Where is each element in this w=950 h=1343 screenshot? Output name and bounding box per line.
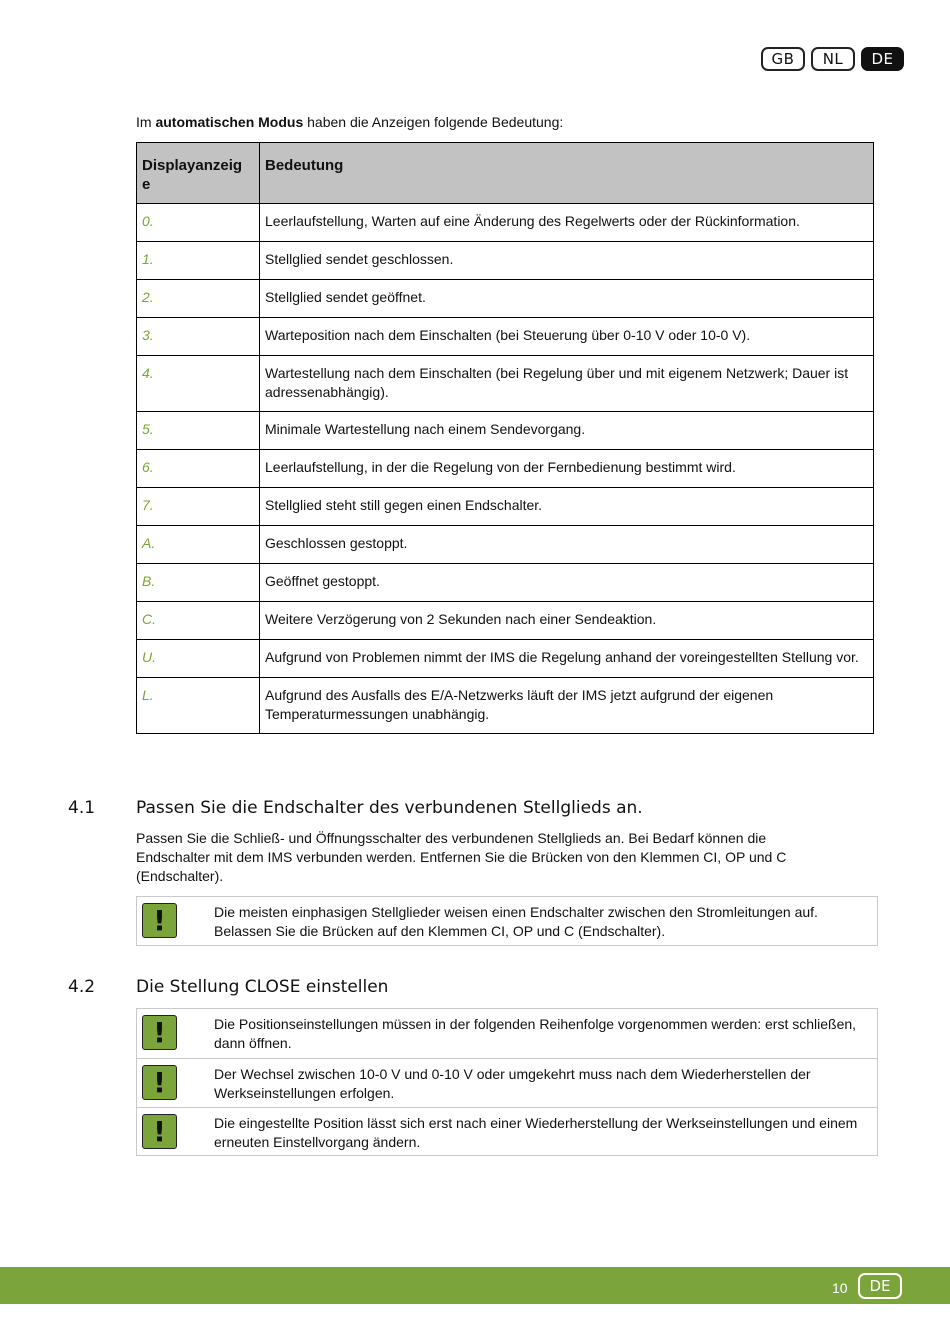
column-header-display: Displayanzeig e (137, 143, 260, 204)
display-meaning: Leerlaufstellung, Warten auf eine Änderung des Regelwerts oder der Rückinformation. (260, 204, 874, 242)
table-row (137, 356, 874, 412)
intro-text: Im automatischen Modus haben die Anzeigen folgende Bedeutung: (136, 114, 564, 130)
table-row (137, 280, 874, 318)
lang-gb-button[interactable]: GB (761, 47, 805, 71)
table-row (137, 242, 874, 280)
display-meaning: Warteposition nach dem Einschalten (bei Steuerung über 0-10 V oder 10-0 V). (260, 318, 874, 356)
display-code: B. (137, 564, 260, 602)
display-meaning: Minimale Wartestellung nach einem Sendevorgang. (260, 412, 874, 450)
section-title: Die Stellung CLOSE einstellen (136, 977, 389, 997)
display-meaning: Stellglied steht still gegen einen Endschalter. (260, 488, 874, 526)
exclamation-icon: ! (142, 1114, 177, 1149)
display-meaning: Leerlaufstellung, in der die Regelung von der Fernbedienung bestimmt wird. (260, 450, 874, 488)
display-meaning: Geschlossen gestoppt. (260, 526, 874, 564)
display-meaning: Geöffnet gestoppt. (260, 564, 874, 602)
table-row (137, 678, 874, 734)
display-code: A. (137, 526, 260, 564)
section-paragraph: Passen Sie die Schließ- und Öffnungsschalter des verbundenen Stellglieds an. Bei Bedarf können die Endschalter mit dem IMS verbunden werden. Entfernen Sie die Brücken von den Klemmen CI, OP und C (Endschalter). (136, 830, 787, 884)
exclamation-icon: ! (142, 903, 177, 938)
table-row (137, 564, 874, 602)
display-code: C. (137, 602, 260, 640)
display-meaning: Stellglied sendet geschlossen. (260, 242, 874, 280)
warning-text: Der Wechsel zwischen 10-0 V und 0-10 V oder umgekehrt muss nach dem Wiederherstellen der Werkseinstellungen erfolgen. (214, 1066, 811, 1101)
table-row (137, 450, 874, 488)
display-code: 1. (137, 242, 260, 280)
table-row (137, 318, 874, 356)
display-code: 2. (137, 280, 260, 318)
display-code: 6. (137, 450, 260, 488)
display-table (136, 142, 874, 734)
lang-de-button[interactable]: DE (861, 47, 904, 71)
display-code: 0. (137, 204, 260, 242)
display-code: 4. (137, 356, 260, 412)
display-meaning: Wartestellung nach dem Einschalten (bei Regelung über und mit eigenem Netzwerk; Dauer ist adressenabhängig). (260, 356, 874, 412)
section-number: 4.1 (68, 798, 96, 818)
table-row (137, 412, 874, 450)
exclamation-icon: ! (142, 1015, 177, 1050)
display-code: 7. (137, 488, 260, 526)
table-row (137, 640, 874, 678)
lang-nl-button[interactable]: NL (811, 47, 855, 71)
table-row (137, 204, 874, 242)
footer-language-badge: DE (858, 1273, 902, 1299)
language-switcher (761, 47, 904, 71)
table-header-row (137, 143, 874, 204)
exclamation-icon: ! (142, 1065, 177, 1100)
footer-bar (0, 1267, 950, 1304)
display-code: 3. (137, 318, 260, 356)
page-number: 10 (832, 1280, 848, 1296)
warning-note (137, 1009, 877, 1058)
warning-note (137, 1058, 877, 1107)
table-row (137, 526, 874, 564)
warning-text: Die Positionseinstellungen müssen in der folgenden Reihenfolge vorgenommen werden: erst schließen, dann öffnen. (214, 1016, 857, 1051)
warning-note (137, 1107, 877, 1155)
warning-notes (136, 1008, 878, 1156)
section-number: 4.2 (68, 977, 96, 997)
column-header-meaning: Bedeutung (260, 143, 874, 204)
warning-text: Die eingestellte Position lässt sich erst nach einer Wiederherstellung der Werkseinstellungen und einem erneuten Einstellvorgang ändern. (214, 1115, 858, 1150)
warning-text: Die meisten einphasigen Stellglieder weisen einen Endschalter zwischen den Stromleitungen auf. Belassen Sie die Brücken auf den Klemmen CI, OP und C (Endschalter). (214, 904, 818, 939)
display-meaning: Stellglied sendet geöffnet. (260, 280, 874, 318)
display-code: L. (137, 678, 260, 734)
section-title: Passen Sie die Endschalter des verbundenen Stellglieds an. (136, 798, 643, 818)
warning-note (137, 897, 877, 945)
display-code: U. (137, 640, 260, 678)
table-row (137, 488, 874, 526)
display-meaning: Weitere Verzögerung von 2 Sekunden nach einer Sendeaktion. (260, 602, 874, 640)
display-meaning: Aufgrund von Problemen nimmt der IMS die Regelung anhand der voreingestellten Stellung vor. (260, 640, 874, 678)
display-meaning: Aufgrund des Ausfalls des E/A-Netzwerks läuft der IMS jetzt aufgrund der eigenen Temperaturmessungen unabhängig. (260, 678, 874, 734)
table-row (137, 602, 874, 640)
display-code: 5. (137, 412, 260, 450)
warning-notes (136, 896, 878, 946)
